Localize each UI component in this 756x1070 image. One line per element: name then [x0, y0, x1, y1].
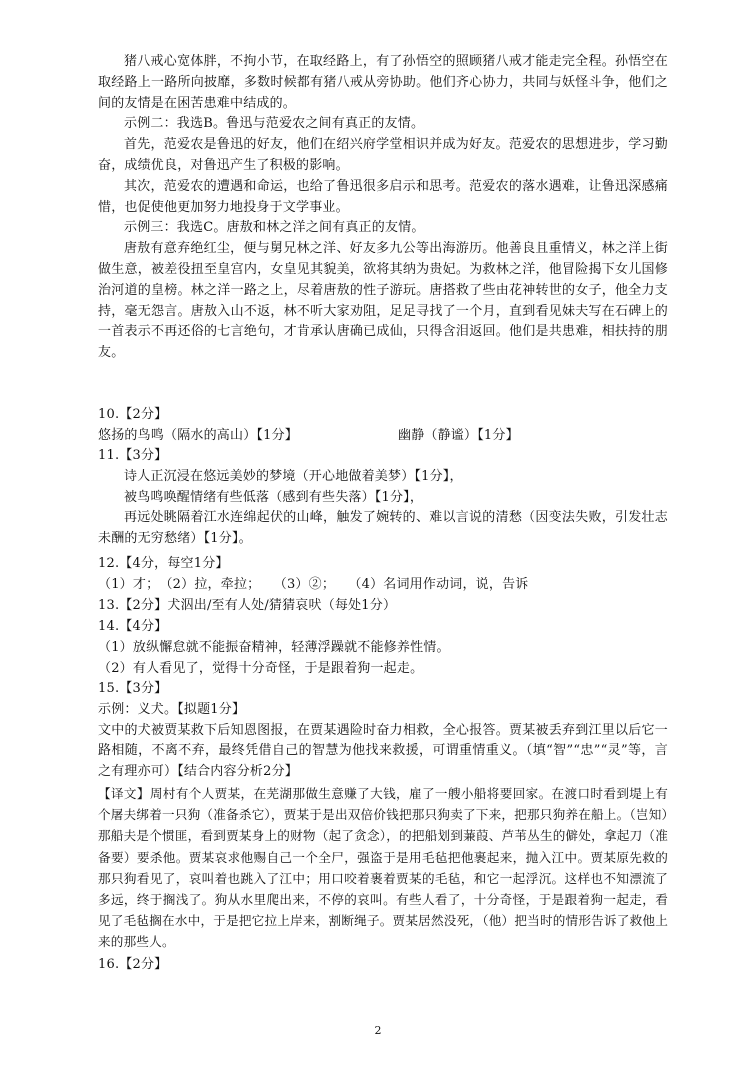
question-14 [98, 617, 668, 679]
paragraph-tang-ao: 唐敖有意弃绝红尘，便与舅兄林之洋、好友多九公等出海游历。他善良且重情义，林之洋上街做生意，被差役扭至皇宫内，女皇见其貌美，欲将其纳为贵妃。为救林之洋，他冒险揭下女儿国修治河道的皇榜。林之洋一路之上，尽着唐敖的性子游玩。唐搭救了些由花神转世的女子，他全力支持，毫无怨言。唐敖入山不返，林不听大家劝阻，足足寻找了一个月，直到看见妹夫写在石碑上的一首表示不再还俗的七言绝句，才肯承认唐确已成仙，只得含泪返回。他们是共患难，相扶持的朋友。 [98, 241, 668, 361]
q15-analysis: 文中的犬被贾某救下后知恩图报，在贾某遇险时奋力相救，全心报答。贾某被丢弃到江里以后它一路相随，不离不弃，最终凭借自己的智慧为他找来救援，可谓重情重义。（填“智”“忠”“灵”等，言之有理亦可）【结合内容分析2分】 [98, 722, 668, 780]
question-13 [98, 596, 668, 617]
question-16 [98, 955, 668, 976]
section-answers-9 [98, 52, 668, 364]
q13-heading: 13.【2分】犬泅出/至有人处/猜猜哀吠（每处1分） [98, 598, 397, 613]
paragraph-firstly: 首先，范爱农是鲁迅的好友，他们在绍兴府学堂相识并成为好友。范爱农的思想进步，学习勤奋，成绩优良，对鲁迅产生了积极的影响。 [98, 137, 668, 173]
page-number: 2 [374, 1024, 382, 1037]
q11-line-3: 再远处眺隔着江水连绵起伏的山峰，触发了婉转的、难以言说的清愁（因变法失败，引发壮志未酬的无穷愁绪）【1分】。 [98, 510, 668, 547]
q10-answer-left: 悠扬的鸟鸣（隔水的高山）【1分】 [98, 427, 298, 443]
question-15 [98, 679, 668, 953]
q11-line-2: 被鸟鸣唤醒情绪有些低落（感到有些失落）【1分】， [124, 489, 424, 505]
paragraph-zhu-bajie: 猪八戒心宽体胖，不拘小节，在取经路上，有了孙悟空的照顾猪八戒才能走完全程。孙悟空在取经路上一路所向披靡，多数时候都有猪八戒从旁协助。他们齐心协力，共同与妖怪斗争，他们之间的友情是在困苦患难中结成的。 [98, 54, 668, 111]
paragraph-example-three: 示例三：我选C。唐敖和林之洋之间有真正的友情。 [124, 220, 425, 236]
q14-line-1: （1）放纵懈怠就不能振奋精神，轻薄浮躁就不能修养性情。 [98, 639, 450, 655]
q10-answer-right: 幽静（静谧）【1分】 [398, 427, 519, 443]
q14-heading: 14.【4分】 [98, 619, 168, 634]
q15-example: 示例：义犬。【拟题1分】 [98, 701, 246, 717]
q10-heading: 10.【2分】 [98, 407, 168, 422]
q11-line-1: 诗人正沉浸在悠远美妙的梦境（开心地做着美梦）【1分】， [124, 468, 463, 484]
paragraph-example-two: 示例二：我选B。鲁迅与范爱农之间有真正的友情。 [124, 116, 425, 132]
question-10 [98, 405, 668, 447]
q12-answers: （1）才； （2）拉，牵拉； （3）②； （4）名词用作动词，说，告诉 [98, 576, 529, 592]
question-12 [98, 554, 668, 596]
q15-heading: 15.【3分】 [98, 681, 168, 696]
q11-heading: 11.【3分】 [98, 448, 168, 463]
q15-translation: 【译文】周村有个人贾某，在芜湖那做生意赚了大钱，雇了一艘小船将要回家。在渡口时看到堤上有个屠夫绑着一只狗（准备杀它），贾某于是出双倍价钱把那只狗卖了下来，把那只狗养在船上。（岂知）那船夫是个惯匪，看到贾某身上的财物（起了贪念），的把船划到蒹葭、芦苇丛生的僻处，拿起刀（准备要）要杀他。贾某哀求他赐自己一个全尸，强盗于是用毛毡把他裹起来，抛入江中。贾某原先救的那只狗看见了，哀叫着也跳入了江中；用口咬着裹着贾某的毛毡，和它一起浮沉。这样也不知漂流了多远，终于搁浅了。狗从水里爬出来，不停的哀叫。有些人看了，十分奇怪，于是跟着狗一起走，看见了毛毡搁在水中，于是把它拉上岸来，割断绳子。贾某居然没死，（他）把当时的情形告诉了救他上来的那些人。 [98, 785, 668, 950]
q10-answer-row [98, 426, 668, 447]
paragraph-secondly: 其次，范爱农的遭遇和命运，也给了鲁迅很多启示和思考。范爱农的落水遇难，让鲁迅深感痛惜，也促使他更加努力地投身于文学事业。 [98, 178, 668, 215]
question-11 [98, 446, 668, 550]
q14-line-2: （2）有人看见了，觉得十分奇怪，于是跟着狗一起走。 [98, 660, 424, 676]
q16-heading: 16.【2分】 [98, 957, 168, 972]
q12-heading: 12.【4分，每空1分】 [98, 556, 229, 571]
